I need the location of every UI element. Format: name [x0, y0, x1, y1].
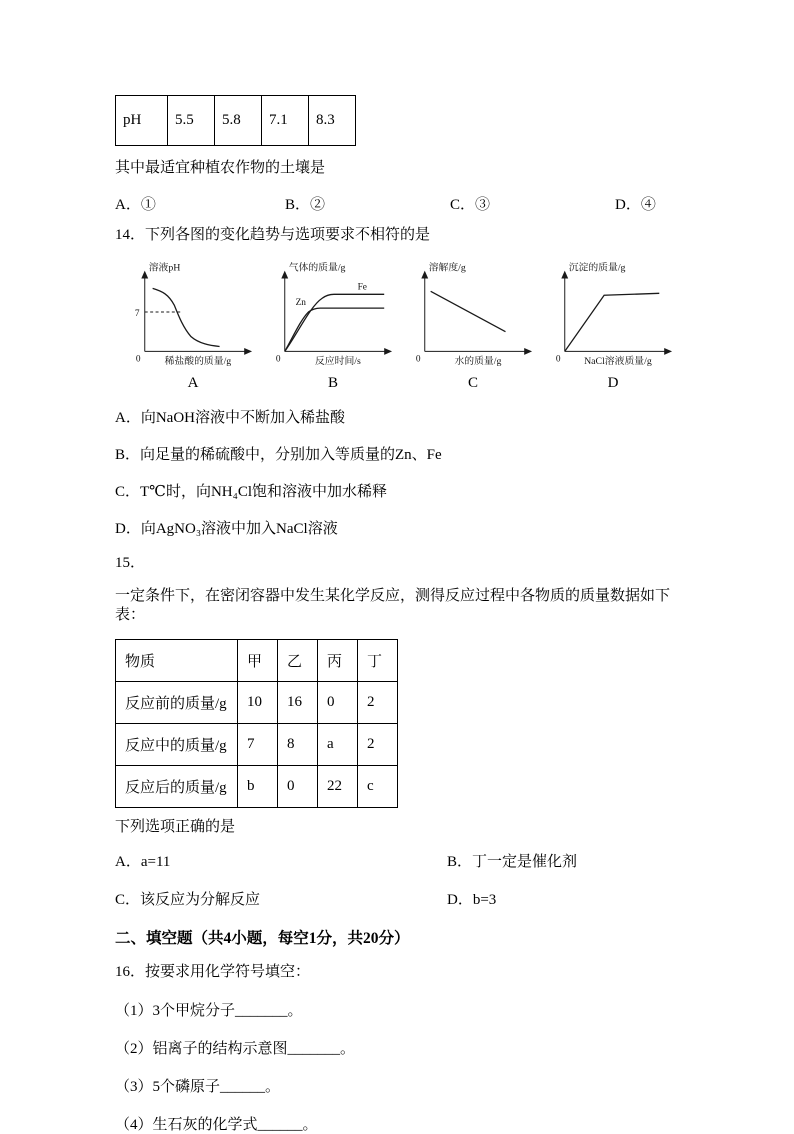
graph-b-letter: B: [327, 375, 338, 391]
graph-d-letter: D: [607, 375, 619, 391]
q15-options-row-1: [115, 850, 682, 871]
cell: 8: [278, 723, 318, 765]
q15-options-row-2: [115, 888, 682, 909]
graph-b: [269, 258, 397, 392]
graph-b-origin: 0: [275, 354, 281, 365]
graph-c-origin: 0: [415, 354, 421, 365]
cell: a: [318, 723, 358, 765]
mass-header-substance: 物质: [116, 639, 238, 681]
table-row: [116, 723, 398, 765]
graph-c-svg: [409, 258, 537, 370]
ph-value-cell-3: 7.1: [262, 96, 309, 146]
q16-item-1: （1）3个甲烷分子_______。: [115, 1002, 303, 1019]
cell: 0: [318, 681, 358, 723]
q15-option-c: C．该反应为分解反应: [115, 892, 261, 908]
mass-header-bing: 丙: [318, 639, 358, 681]
x-axis-arrow-icon: [244, 348, 252, 355]
cell: 2: [358, 723, 398, 765]
q13-option-b: B．②: [285, 196, 326, 213]
q13-option-c: C．③: [450, 196, 491, 213]
graph-a: [129, 258, 257, 392]
graph-c: [409, 258, 537, 392]
q15-option-d: D．b=3: [447, 892, 497, 908]
y-axis-arrow-icon: [281, 271, 288, 279]
q14-graphs: [129, 258, 682, 392]
q13-stem: 其中最适宜种植农作物的土壤是: [115, 160, 326, 176]
fe-series-label: Fe: [357, 282, 367, 293]
precipitate-line: [565, 293, 660, 351]
graph-d-ylabel: 沉淀的质量/g: [568, 262, 626, 274]
cell: 7: [238, 723, 278, 765]
q15-intro: 一定条件下，在密闭容器中发生某化学反应，测得反应过程中各物质的质量数据如下表：: [115, 587, 671, 623]
ph-value-cell-1: 5.5: [168, 96, 215, 146]
section2-title: 二、填空题（共4小题，每空1分，共20分）: [115, 930, 410, 947]
x-axis-arrow-icon: [524, 348, 532, 355]
graph-d-xlabel: NaCl溶液质量/g: [584, 356, 652, 368]
graph-a-origin: 0: [135, 354, 141, 365]
q14-option-d: D．向AgNO₃溶液中加入NaCl溶液: [115, 521, 338, 537]
graph-b-svg: [269, 258, 397, 370]
ph-table: [115, 95, 356, 146]
mass-header-yi: 乙: [278, 639, 318, 681]
q14-option-c: C．T℃时，向NH₄Cl饱和溶液中加水稀释: [115, 484, 388, 500]
cell: 2: [358, 681, 398, 723]
graph-c-ylabel: 溶解度/g: [428, 262, 466, 274]
y-axis-arrow-icon: [561, 271, 568, 279]
graph-c-xlabel: 水的质量/g: [454, 356, 502, 368]
x-axis-arrow-icon: [664, 348, 672, 355]
cell: 16: [278, 681, 318, 723]
cell: b: [238, 765, 278, 807]
graph-d-svg: [549, 258, 677, 370]
cell: 22: [318, 765, 358, 807]
q13-options: [115, 193, 682, 214]
graph-d: [549, 258, 677, 392]
mass-header-jia: 甲: [238, 639, 278, 681]
graph-b-ylabel: 气体的质量/g: [288, 262, 346, 274]
q15-stem: 下列选项正确的是: [115, 818, 236, 835]
graph-a-xlabel: 稀盐酸的质量/g: [164, 356, 232, 368]
q15-option-b: B．丁一定是催化剂: [447, 854, 578, 870]
q16-item-2: （2）铝离子的结构示意图_______。: [115, 1040, 356, 1057]
graph-a-letter: A: [187, 375, 199, 391]
y-axis-arrow-icon: [141, 271, 148, 279]
ph-table-header-cell: pH: [116, 96, 168, 146]
q16-item-3: （3）5个磷原子______。: [115, 1078, 281, 1095]
q16-title: 16．按要求用化学符号填空：: [115, 964, 311, 980]
zn-curve: [285, 308, 384, 351]
cell: c: [358, 765, 398, 807]
q14-title: 14．下列各图的变化趋势与选项要求不相符的是: [115, 226, 431, 243]
ph-value-cell-2: 5.8: [215, 96, 262, 146]
cell: 0: [278, 765, 318, 807]
graph-b-xlabel: 反应时间/s: [314, 356, 361, 368]
ph-table-row: [116, 96, 356, 146]
y-axis-arrow-icon: [421, 271, 428, 279]
row-label: 反应中的质量/g: [116, 723, 238, 765]
solubility-line: [431, 291, 506, 331]
q14-option-b: B．向足量的稀硫酸中，分别加入等质量的Zn、Fe: [115, 447, 442, 463]
graph-a-ylabel: 溶液pH: [148, 262, 181, 274]
ph-value-cell-4: 8.3: [309, 96, 356, 146]
graph-c-letter: C: [467, 375, 478, 391]
q13-option-d: D．④: [615, 196, 656, 213]
row-label: 反应后的质量/g: [116, 765, 238, 807]
q15-number: 15．: [115, 555, 146, 571]
table-row: [116, 765, 398, 807]
x-axis-arrow-icon: [384, 348, 392, 355]
graph-a-ytick: 7: [134, 308, 140, 319]
graph-a-svg: [129, 258, 257, 370]
cell: 10: [238, 681, 278, 723]
table-row: [116, 681, 398, 723]
mass-table-header-row: [116, 639, 398, 681]
ph-curve: [153, 288, 220, 346]
zn-series-label: Zn: [295, 298, 306, 309]
q14-option-a: A．向NaOH溶液中不断加入稀盐酸: [115, 410, 345, 426]
q13-option-a: A．①: [115, 196, 156, 213]
row-label: 反应前的质量/g: [116, 681, 238, 723]
q16-item-4: （4）生石灰的化学式______。: [115, 1116, 318, 1133]
mass-header-ding: 丁: [358, 639, 398, 681]
q15-mass-table: [115, 639, 398, 808]
graph-d-origin: 0: [555, 354, 561, 365]
q15-option-a: A．a=11: [115, 854, 171, 870]
